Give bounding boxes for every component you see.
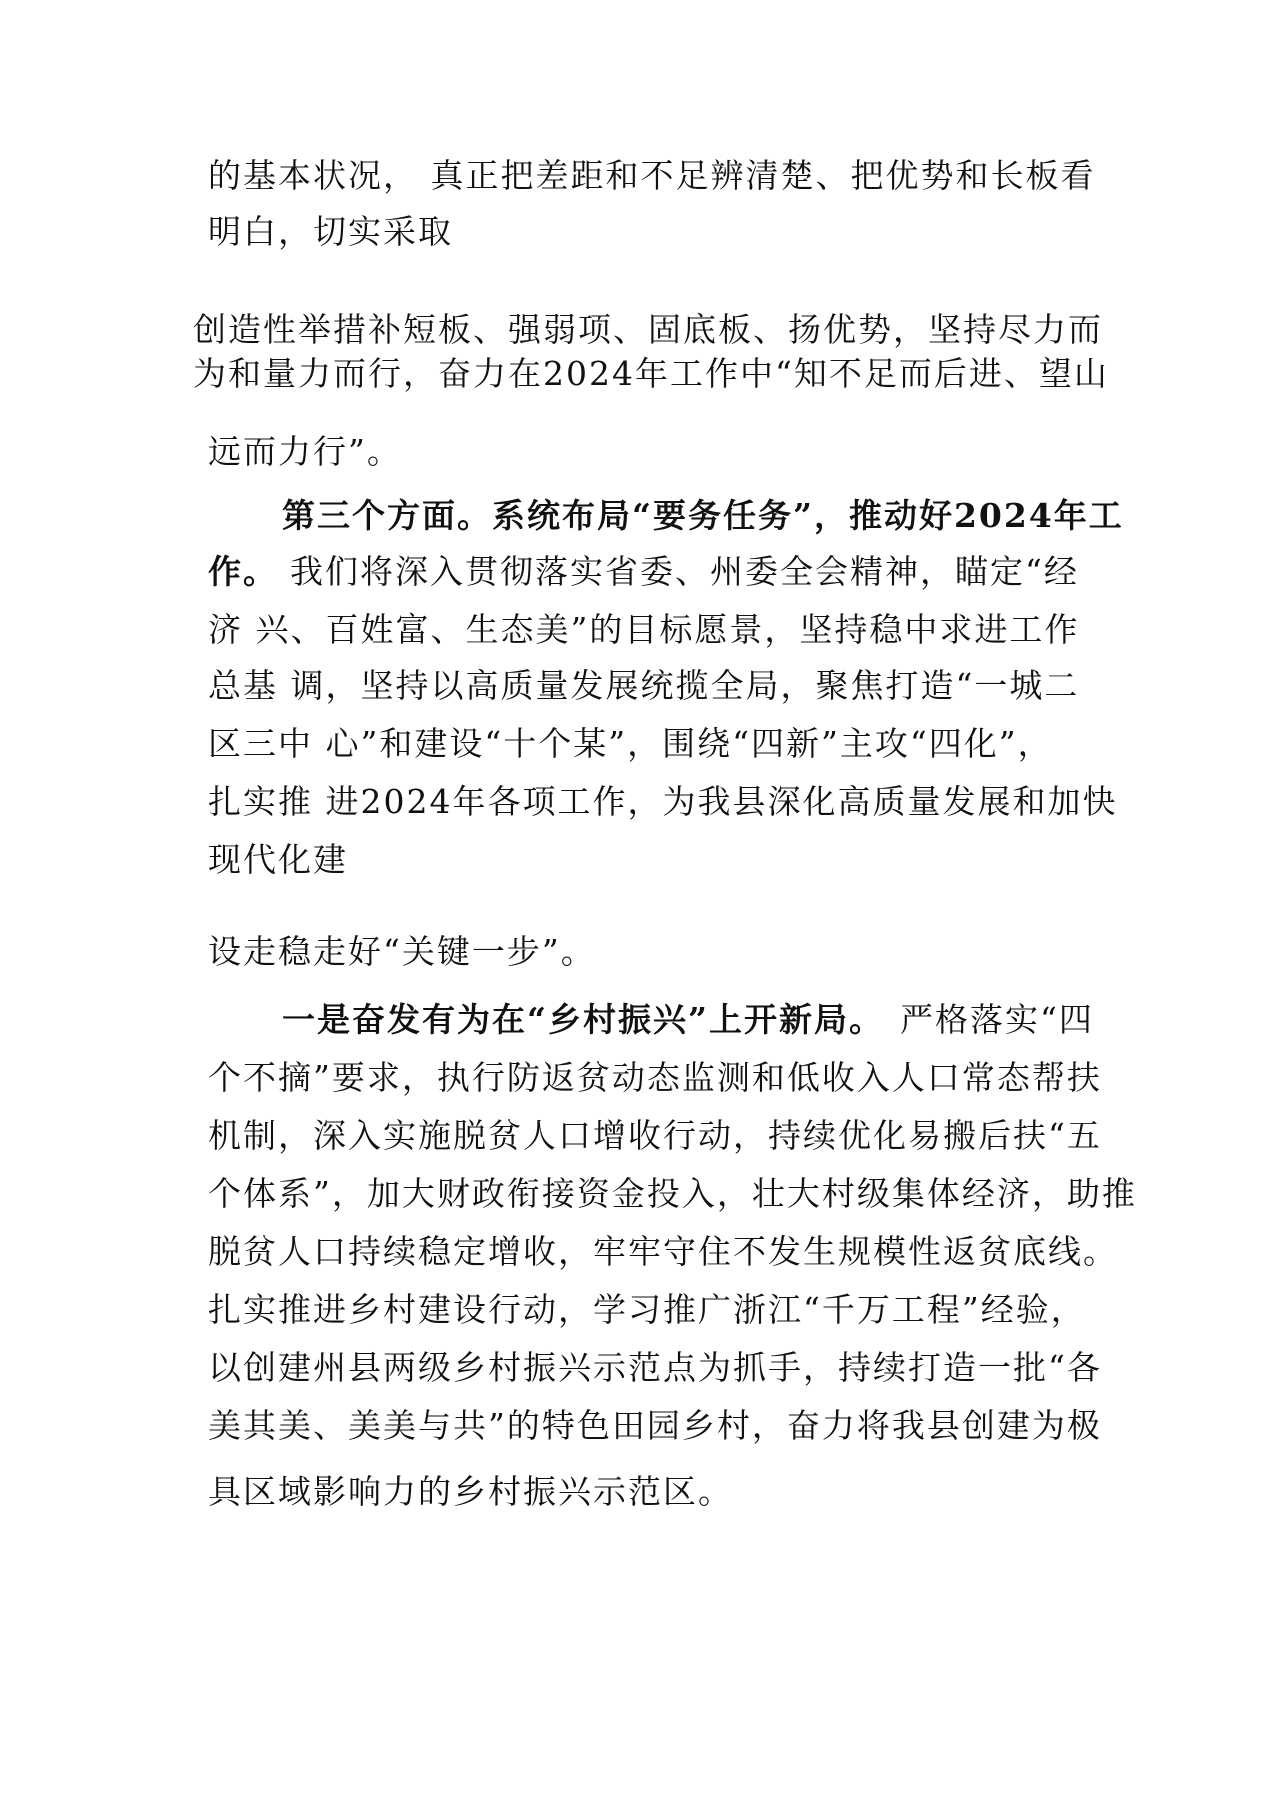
- section-heading: 第三个方面。系统布局“要务任务”，推动好2024年工: [282, 496, 1124, 535]
- text-line: 明白，切实采取: [208, 212, 453, 251]
- text-line: 个不摘”要求，执行防返贫动态监测和低收入人口常态帮扶: [208, 1058, 1102, 1097]
- text-line: 具区域影响力的乡村振兴示范区。: [208, 1472, 733, 1511]
- text-line: 现代化建: [208, 840, 348, 879]
- text-line: 脱贫人口持续稳定增收，牢牢守住不发生规模性返贫底线。: [208, 1232, 1118, 1271]
- text-line: 为和量力而行，奋力在2024年工作中“知不足而后进、望山: [193, 354, 1109, 393]
- text-line: 创造性举措补短板、强弱项、固底板、扬优势，坚持尽力而: [193, 310, 1103, 349]
- subsection-heading: 一是奋发有为在“乡村振兴”上开新局。: [282, 1000, 884, 1039]
- text-line: 区三中 心”和建设“十个某”，围绕“四新”主攻“四化”，: [208, 724, 1053, 763]
- text-line: 扎实推 进2024年各项工作，为我县深化高质量发展和加快: [208, 782, 1118, 821]
- text-line: 扎实推进乡村建设行动，学习推广浙江“千万工程”经验，: [208, 1290, 1086, 1329]
- text-line: 我们将深入贯彻落实省委、州委全会精神，瞄定“经: [290, 552, 1079, 591]
- text-line: 远而力行”。: [208, 432, 402, 471]
- text-line: 严格落实“四: [900, 1000, 1094, 1039]
- section-heading-continued: 作。: [208, 552, 278, 591]
- text-line: 总基 调，坚持以高质量发展统揽全局，聚焦打造“一城二: [208, 666, 1080, 705]
- text-line: 设走稳走好“关键一步”。: [208, 932, 596, 971]
- text-line: 的基本状况， 真正把差距和不足辨清楚、把优势和长板看: [208, 156, 1096, 195]
- text-line: 以创建州县两级乡村振兴示范点为抓手，持续打造一批“各: [208, 1348, 1102, 1387]
- text-line: 美其美、美美与共”的特色田园乡村，奋力将我县创建为极: [208, 1406, 1102, 1445]
- text-line: 个体系”，加大财政衔接资金投入，壮大村级集体经济，助推: [208, 1174, 1137, 1213]
- text-line: 机制，深入实施脱贫人口增收行动，持续优化易搬后扶“五: [208, 1116, 1102, 1155]
- text-line: 济 兴、百姓富、生态美”的目标愿景，坚持稳中求进工作: [208, 610, 1080, 649]
